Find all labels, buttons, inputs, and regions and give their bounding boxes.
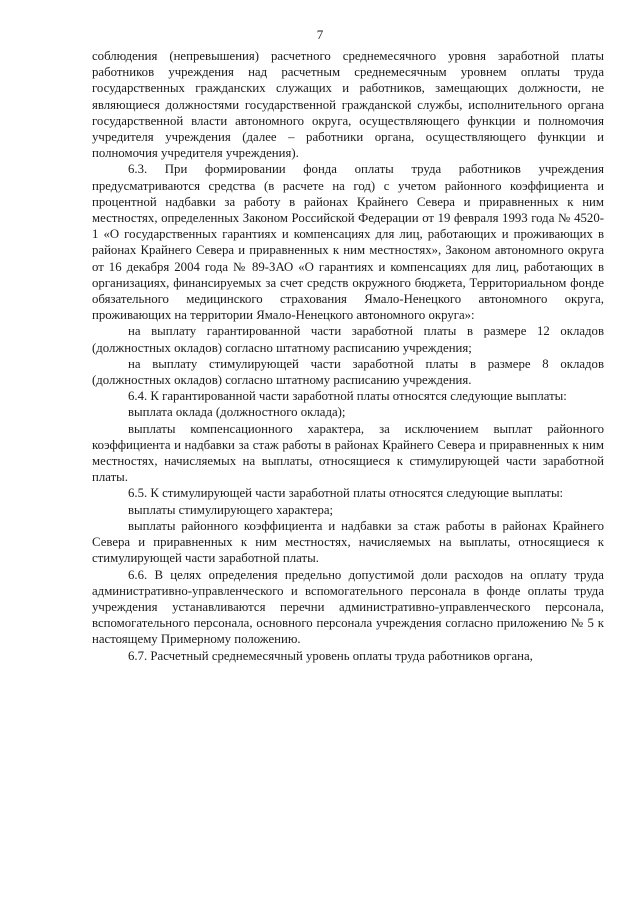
paragraph-6-4: 6.4. К гарантированной части заработной платы относятся следующие выплаты: xyxy=(128,389,567,404)
page-number: 7 xyxy=(316,27,324,42)
paragraph-6-7: 6.7. Расчетный среднемесячный уровень оплаты труда работников органа, xyxy=(128,648,533,663)
paragraph-guaranteed-part-funds: на выплату гарантированной части заработной платы в размере 12 окладов (должностных окладов) согласно штатному расписанию учреждения; xyxy=(92,324,604,355)
paragraph-stimulating-part-funds: на выплату стимулирующей части заработной платы в размере 8 окладов (должностных окладов) согласно штатному расписанию учреждения. xyxy=(92,356,604,388)
paragraph-6-6: 6.6. В целях определения предельно допустимой доли расходов на оплату труда административно-управленческого и вспомогательного персонала в фонде оплаты труда учреждения устанавливаются перечни административно-управленческого персонала, вспомогательного персонала, основного персонала учреждения согласно приложению № 5 к настоящему Примерному положению. xyxy=(92,567,604,647)
paragraph-continuation: соблюдения (непревышения) расчетного среднемесячного уровня заработной платы работников учреждения над расчетным среднемесячным уровнем оплаты труда государственных гражданских служащих и работников, замещающих должности, не являющиеся должностями государственной гражданской службы, исполнительного органа государственной власти автономного округа, осуществляющего функции и полномочия учредителя учреждения (далее – работники органа, осуществляющего функции и полномочия учредителя учреждения). xyxy=(92,49,604,161)
list-item-salary-payment: выплата оклада (должностного оклада); xyxy=(128,405,346,420)
list-item-stimulating-payments: выплаты стимулирующего характера; xyxy=(128,502,334,517)
list-item-compensation-payments: выплаты компенсационного характера, за исключением выплат районного коэффициента и надбавки за стаж работы в районах Крайнего Севера и приравненных к ним местностях, начисляемых на выплаты, относящиеся к стимулирующей части заработной платы. xyxy=(92,421,604,485)
paragraph-6-3: 6.3. При формировании фонда оплаты труда работников учреждения предусматриваются средства (в расчете на год) с учетом районного коэффициента и процентной надбавки за работу в районах Крайнего Севера и приравненных к ним местностях, определенных Законом Российской Федерации от 19 февраля 1993 года № 4520-1 «О государственных гарантиях и компенсациях для лиц, работающих и проживающих в районах Крайнего Севера и приравненных к ним местностях», Законом автономного округа от 16 декабря 2004 года № 89-ЗАО «О гарантиях и компенсациях для лиц, работающих в организациях, финансируемых за счет средств окружного бюджета, Территориальном фонде обязательного медицинского страхования Ямало-Ненецкого автономного округа, проживающих на территории Ямало-Ненецкого автономного округа»: xyxy=(92,162,604,323)
list-item-regional-coefficient-payments: выплаты районного коэффициента и надбавки за стаж работы в районах Крайнего Севера и приравненных к ним местностях, начисляемых на выплаты, относящиеся к стимулирующей части заработной платы. xyxy=(92,518,604,566)
document-body xyxy=(92,48,604,664)
paragraph-6-5: 6.5. К стимулирующей части заработной платы относятся следующие выплаты: xyxy=(128,486,564,501)
